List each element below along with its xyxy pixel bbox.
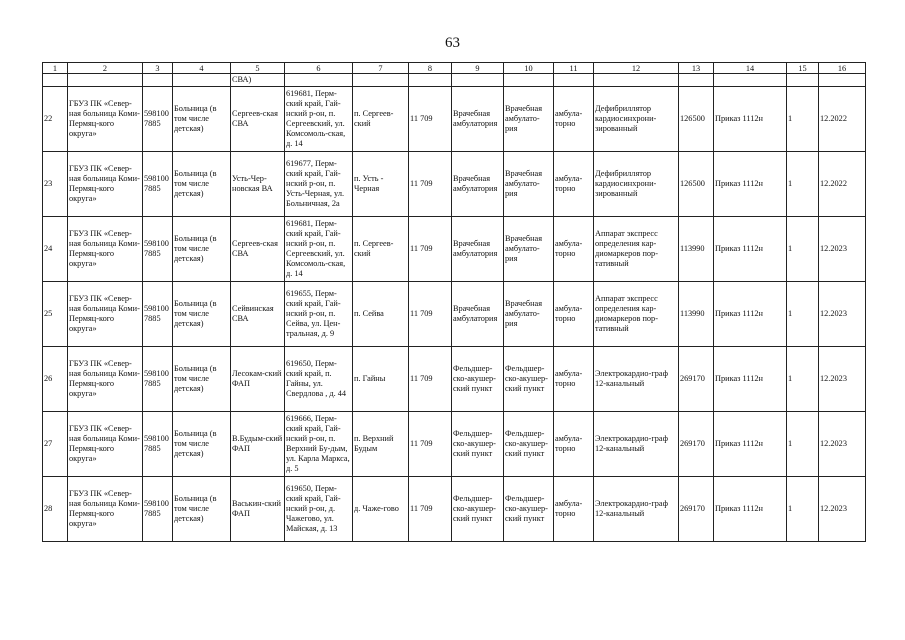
institution-type-cell: Больница (в том числе детская) bbox=[173, 217, 231, 282]
code-cell: 11 709 bbox=[409, 152, 452, 217]
table-row bbox=[43, 412, 866, 477]
continuation-cell: СВА) bbox=[231, 74, 285, 87]
order-cell: Приказ 1112н bbox=[714, 152, 787, 217]
code-cell: 11 709 bbox=[409, 217, 452, 282]
unit-cell: Сергеев-ская СВА bbox=[231, 87, 285, 152]
date-cell: 12.2023 bbox=[819, 282, 866, 347]
table-row bbox=[43, 217, 866, 282]
address-cell: 619655, Перм-ский край, Гай-нский р-он, п. Сейва, ул. Цен-тральная, д. 9 bbox=[285, 282, 353, 347]
care-mode-cell: амбула-торно bbox=[554, 217, 594, 282]
order-cell: Приказ 1112н bbox=[714, 217, 787, 282]
column-number: 5 bbox=[231, 63, 285, 74]
order-cell: Приказ 1112н bbox=[714, 282, 787, 347]
address-cell: 619650, Перм-ский край, п. Гайны, ул. Свердлова , д. 44 bbox=[285, 347, 353, 412]
code-cell: 11 709 bbox=[409, 282, 452, 347]
quantity-cell: 1 bbox=[787, 87, 819, 152]
equipment-cell: Электрокардио-граф 12-канальный bbox=[594, 347, 679, 412]
column-number: 16 bbox=[819, 63, 866, 74]
price-cell: 113990 bbox=[679, 217, 714, 282]
institution-type-cell: Больница (в том числе детская) bbox=[173, 152, 231, 217]
organization-cell: ГБУЗ ПК «Север-ная больница Коми-Пермяц-кого округа» bbox=[68, 87, 143, 152]
institution-type-cell: Больница (в том числе детская) bbox=[173, 412, 231, 477]
column-number: 13 bbox=[679, 63, 714, 74]
column-number: 3 bbox=[143, 63, 173, 74]
price-cell: 113990 bbox=[679, 282, 714, 347]
order-cell: Приказ 1112н bbox=[714, 347, 787, 412]
locality-cell: п. Сергеев-ский bbox=[353, 217, 409, 282]
locality-cell: п. Сергеев-ский bbox=[353, 87, 409, 152]
quantity-cell: 1 bbox=[787, 477, 819, 542]
equipment-cell: Дефибриллятор кардиосинхрони-зированный bbox=[594, 87, 679, 152]
code-cell: 11 709 bbox=[409, 477, 452, 542]
quantity-cell: 1 bbox=[787, 282, 819, 347]
date-cell: 12.2023 bbox=[819, 477, 866, 542]
order-cell: Приказ 1112н bbox=[714, 477, 787, 542]
column-number: 7 bbox=[353, 63, 409, 74]
price-cell: 126500 bbox=[679, 152, 714, 217]
row-number-cell: 27 bbox=[43, 412, 68, 477]
care-mode-cell: амбула-торно bbox=[554, 87, 594, 152]
care-mode-cell: амбула-торно bbox=[554, 412, 594, 477]
quantity-cell: 1 bbox=[787, 412, 819, 477]
date-cell: 12.2022 bbox=[819, 152, 866, 217]
equipment-cell: Электрокардио-граф 12-канальный bbox=[594, 477, 679, 542]
column-number: 6 bbox=[285, 63, 353, 74]
equipment-table bbox=[42, 62, 866, 542]
care-mode-cell: амбула-торно bbox=[554, 152, 594, 217]
institution-type-cell: Больница (в том числе детская) bbox=[173, 87, 231, 152]
inn-cell: 598100 7885 bbox=[143, 217, 173, 282]
organization-cell: ГБУЗ ПК «Север-ная больница Коми-Пермяц-кого округа» bbox=[68, 152, 143, 217]
code-cell: 11 709 bbox=[409, 412, 452, 477]
table-row bbox=[43, 282, 866, 347]
table-body bbox=[43, 87, 866, 542]
organization-cell: ГБУЗ ПК «Север-ная больница Коми-Пермяц-кого округа» bbox=[68, 412, 143, 477]
price-cell: 269170 bbox=[679, 477, 714, 542]
column-number: 9 bbox=[452, 63, 504, 74]
institution-type-cell: Больница (в том числе детская) bbox=[173, 347, 231, 412]
table-row bbox=[43, 477, 866, 542]
table-row bbox=[43, 347, 866, 412]
column-number-row bbox=[43, 63, 866, 74]
code-cell: 11 709 bbox=[409, 347, 452, 412]
care-mode-cell: амбула-торно bbox=[554, 347, 594, 412]
locality-cell: п. Гайны bbox=[353, 347, 409, 412]
facility-type-cell: Фельдшер-ско-акушер-ский пункт bbox=[504, 477, 554, 542]
organization-cell: ГБУЗ ПК «Север-ная больница Коми-Пермяц-кого округа» bbox=[68, 217, 143, 282]
organization-cell: ГБУЗ ПК «Север-ная больница Коми-Пермяц-кого округа» bbox=[68, 347, 143, 412]
equipment-cell: Дефибриллятор кардиосинхрони-зированный bbox=[594, 152, 679, 217]
inn-cell: 598100 7885 bbox=[143, 347, 173, 412]
organization-cell: ГБУЗ ПК «Север-ная больница Коми-Пермяц-кого округа» bbox=[68, 477, 143, 542]
inn-cell: 598100 7885 bbox=[143, 152, 173, 217]
column-number: 1 bbox=[43, 63, 68, 74]
institution-type-cell: Больница (в том числе детская) bbox=[173, 477, 231, 542]
facility-type-cell: Фельдшер-ско-акушер-ский пункт bbox=[504, 412, 554, 477]
row-number-cell: 24 bbox=[43, 217, 68, 282]
page-number: 63 bbox=[445, 35, 460, 51]
unit-cell: В.Будым-ский ФАП bbox=[231, 412, 285, 477]
facility-cell: Фельдшер-ско-акушер-ский пункт bbox=[452, 477, 504, 542]
row-number-cell: 26 bbox=[43, 347, 68, 412]
locality-cell: п. Верхний Будым bbox=[353, 412, 409, 477]
locality-cell: п. Усть - Черная bbox=[353, 152, 409, 217]
column-number: 10 bbox=[504, 63, 554, 74]
inn-cell: 598100 7885 bbox=[143, 412, 173, 477]
continuation-row bbox=[43, 74, 866, 87]
address-cell: 619681, Перм-ский край, Гай-нский р-он, п. Сергеевский, ул. Комсомоль-ская, д. 14 bbox=[285, 217, 353, 282]
date-cell: 12.2023 bbox=[819, 412, 866, 477]
order-cell: Приказ 1112н bbox=[714, 412, 787, 477]
institution-type-cell: Больница (в том числе детская) bbox=[173, 282, 231, 347]
equipment-cell: Аппарат экспресс определения кар-диомаркеров пор-тативный bbox=[594, 282, 679, 347]
quantity-cell: 1 bbox=[787, 152, 819, 217]
facility-cell: Врачебная амбулатория bbox=[452, 152, 504, 217]
row-number-cell: 22 bbox=[43, 87, 68, 152]
unit-cell: Сергеев-ская СВА bbox=[231, 217, 285, 282]
date-cell: 12.2023 bbox=[819, 217, 866, 282]
unit-cell: Усть-Чер-новская ВА bbox=[231, 152, 285, 217]
facility-type-cell: Врачебная амбулато-рия bbox=[504, 282, 554, 347]
price-cell: 269170 bbox=[679, 347, 714, 412]
facility-type-cell: Фельдшер-ско-акушер-ский пункт bbox=[504, 347, 554, 412]
row-number-cell: 25 bbox=[43, 282, 68, 347]
column-number: 2 bbox=[68, 63, 143, 74]
address-cell: 619666, Перм-ский край, Гай-нский р-он, п. Верхний Бу-дым, ул. Карла Маркса, д. 5 bbox=[285, 412, 353, 477]
column-number: 8 bbox=[409, 63, 452, 74]
column-number: 15 bbox=[787, 63, 819, 74]
facility-type-cell: Врачебная амбулато-рия bbox=[504, 217, 554, 282]
facility-cell: Фельдшер-ско-акушер-ский пункт bbox=[452, 347, 504, 412]
date-cell: 12.2022 bbox=[819, 87, 866, 152]
facility-cell: Врачебная амбулатория bbox=[452, 87, 504, 152]
column-number: 12 bbox=[594, 63, 679, 74]
organization-cell: ГБУЗ ПК «Север-ная больница Коми-Пермяц-кого округа» bbox=[68, 282, 143, 347]
address-cell: 619677, Перм-ский край, Гай-нский р-он, п. Усть-Черная, ул. Больничная, 2а bbox=[285, 152, 353, 217]
quantity-cell: 1 bbox=[787, 347, 819, 412]
quantity-cell: 1 bbox=[787, 217, 819, 282]
column-number: 11 bbox=[554, 63, 594, 74]
price-cell: 126500 bbox=[679, 87, 714, 152]
facility-cell: Врачебная амбулатория bbox=[452, 217, 504, 282]
care-mode-cell: амбула-торно bbox=[554, 282, 594, 347]
address-cell: 619650, Перм-ский край, Гай-нский р-он, д. Чажегово, ул. Майская, д. 13 bbox=[285, 477, 353, 542]
address-cell: 619681, Перм-ский край, Гай-нский р-он, п. Сергеевский, ул. Комсомоль-ская, д. 14 bbox=[285, 87, 353, 152]
row-number-cell: 23 bbox=[43, 152, 68, 217]
facility-cell: Фельдшер-ско-акушер-ский пункт bbox=[452, 412, 504, 477]
unit-cell: Сейвинская СВА bbox=[231, 282, 285, 347]
price-cell: 269170 bbox=[679, 412, 714, 477]
column-number: 4 bbox=[173, 63, 231, 74]
row-number-cell: 28 bbox=[43, 477, 68, 542]
equipment-cell: Аппарат экспресс определения кар-диомаркеров пор-тативный bbox=[594, 217, 679, 282]
equipment-cell: Электрокардио-граф 12-канальный bbox=[594, 412, 679, 477]
facility-cell: Врачебная амбулатория bbox=[452, 282, 504, 347]
table-row bbox=[43, 152, 866, 217]
code-cell: 11 709 bbox=[409, 87, 452, 152]
unit-cell: Лесокам-ский ФАП bbox=[231, 347, 285, 412]
unit-cell: Васькин-ский ФАП bbox=[231, 477, 285, 542]
order-cell: Приказ 1112н bbox=[714, 87, 787, 152]
inn-cell: 598100 7885 bbox=[143, 87, 173, 152]
facility-type-cell: Врачебная амбулато-рия bbox=[504, 152, 554, 217]
locality-cell: д. Чаже-гово bbox=[353, 477, 409, 542]
care-mode-cell: амбула-торно bbox=[554, 477, 594, 542]
locality-cell: п. Сейва bbox=[353, 282, 409, 347]
date-cell: 12.2023 bbox=[819, 347, 866, 412]
facility-type-cell: Врачебная амбулато-рия bbox=[504, 87, 554, 152]
column-number: 14 bbox=[714, 63, 787, 74]
inn-cell: 598100 7885 bbox=[143, 477, 173, 542]
inn-cell: 598100 7885 bbox=[143, 282, 173, 347]
table-row bbox=[43, 87, 866, 152]
